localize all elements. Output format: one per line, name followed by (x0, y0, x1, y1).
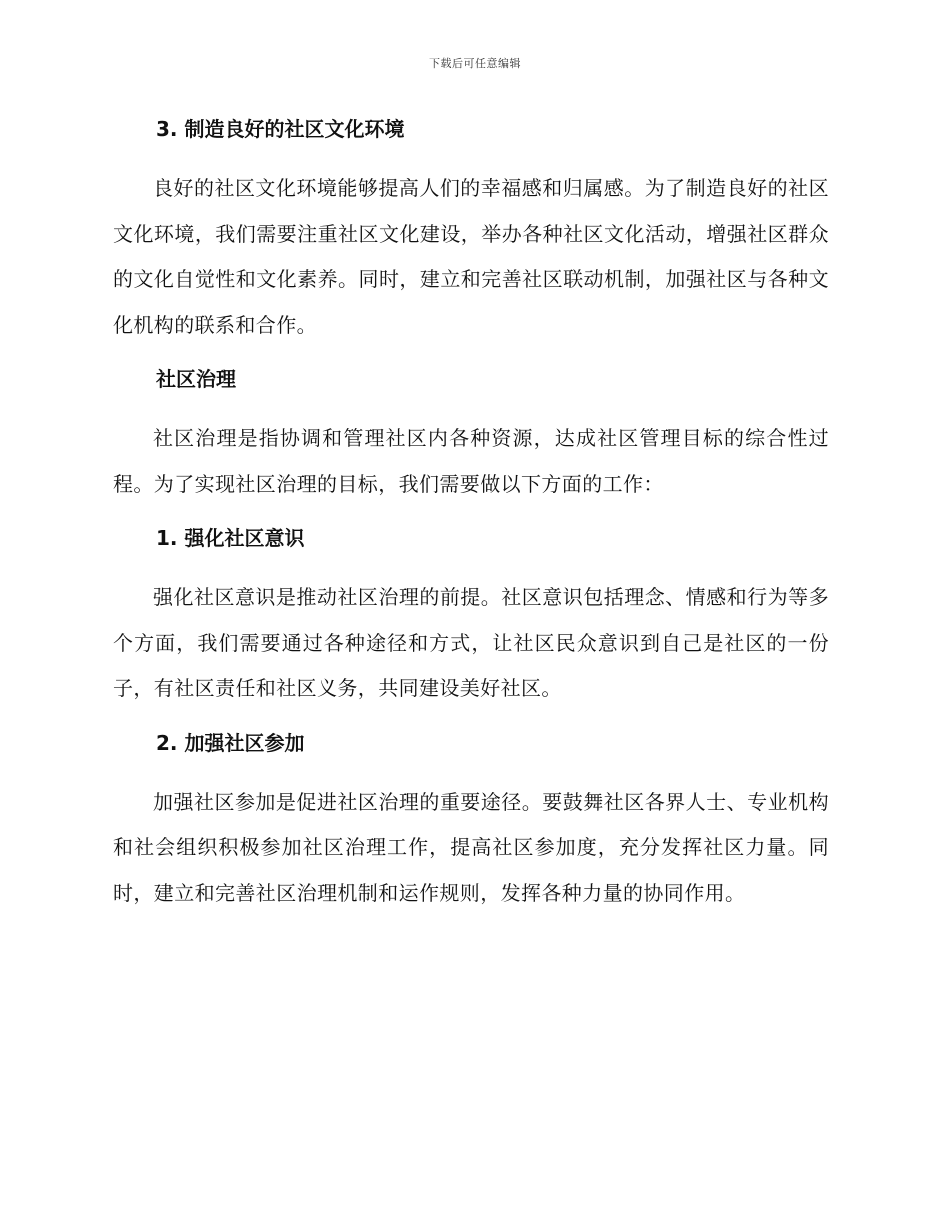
section-heading-participation: 2. 加强社区参加 (156, 730, 305, 755)
section-paragraph-participation: 加强社区参加是促进社区治理的重要途径。要鼓舞社区各界人士、专业机构和社会组织积极参加社区治理工作，提高社区参加度，充分发挥社区力量。同时，建立和完善社区治理机制和运作规则，发挥各种力量的协同作用。 (113, 789, 829, 905)
section-paragraph-governance: 社区治理是指协调和管理社区内各种资源，达成社区管理目标的综合性过程。为了实现社区治理的目标，我们需要做以下方面的工作： (113, 426, 829, 496)
document-body (113, 112, 829, 916)
section-paragraph-culture: 良好的社区文化环境能够提高人们的幸福感和归属感。为了制造良好的社区文化环境，我们需要注重社区文化建设，举办各种社区文化活动，增强社区群众的文化自觉性和文化素养。同时，建立和完善社区联动机制，加强社区与各种文化机构的联系和合作。 (113, 176, 829, 337)
section-paragraph-awareness: 强化社区意识是推动社区治理的前提。社区意识包括理念、情感和行为等多个方面，我们需要通过各种途径和方式，让社区民众意识到自己是社区的一份子，有社区责任和社区义务，共同建设美好社区。 (113, 585, 829, 700)
section-heading-culture: 3. 制造良好的社区文化环境 (156, 117, 405, 141)
section-heading-awareness: 1. 强化社区意识 (156, 526, 305, 550)
page-header-note: 下载后可任意编辑 (429, 57, 521, 70)
section-heading-governance: 社区治理 (156, 367, 236, 391)
